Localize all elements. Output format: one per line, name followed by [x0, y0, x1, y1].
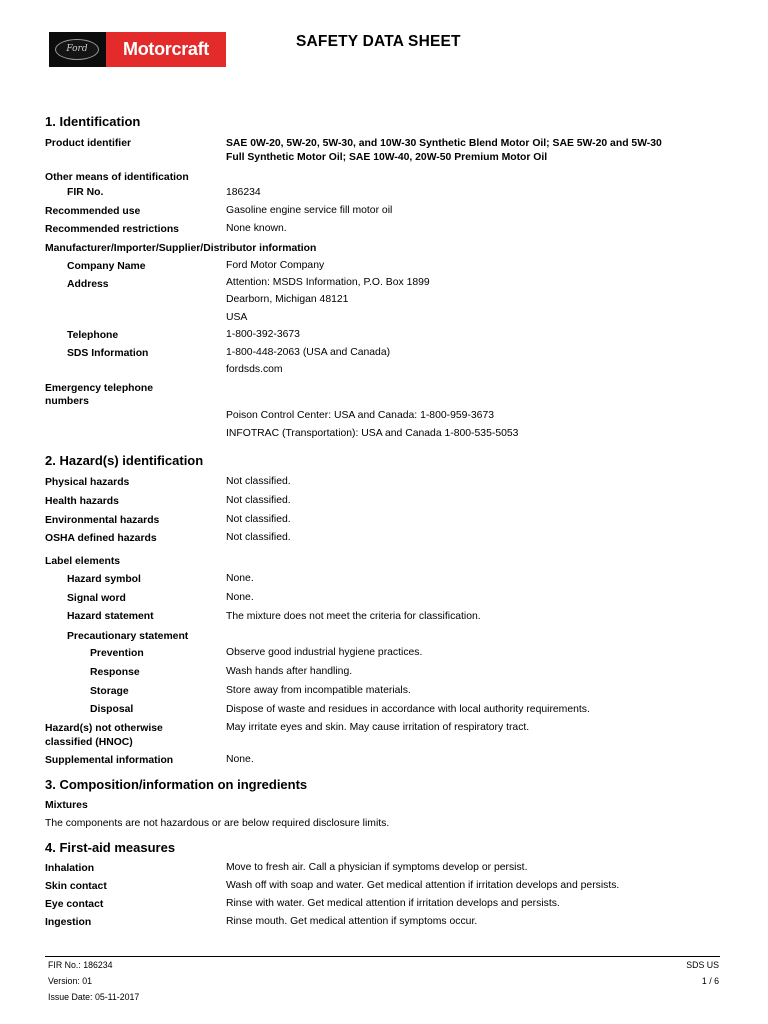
- physical-hazards-value: Not classified.: [226, 476, 291, 487]
- footer-version: Version: 01: [48, 976, 93, 986]
- environmental-hazards-value: Not classified.: [226, 514, 291, 525]
- signal-word-value: None.: [226, 592, 254, 603]
- osha-hazards-value: Not classified.: [226, 532, 291, 543]
- company-value: Ford Motor Company: [226, 260, 325, 271]
- section-3-heading: 3. Composition/information on ingredients: [45, 777, 308, 792]
- signal-word-label: Signal word: [67, 593, 126, 604]
- inhalation-label: Inhalation: [45, 863, 95, 874]
- supplemental-info-label: Supplemental information: [45, 755, 174, 766]
- hazard-statement-label: Hazard statement: [67, 611, 154, 622]
- document-title: SAFETY DATA SHEET: [296, 33, 461, 50]
- hazard-statement-value: The mixture does not meet the criteria for classification.: [226, 611, 481, 622]
- storage-label: Storage: [90, 686, 129, 697]
- disposal-label: Disposal: [90, 704, 134, 715]
- sds-info-line1: 1-800-448-2063 (USA and Canada): [226, 347, 391, 358]
- supplemental-info-value: None.: [226, 754, 254, 765]
- recommended-use-label: Recommended use: [45, 206, 141, 217]
- address-label: Address: [67, 279, 109, 290]
- motorcraft-logo: [49, 32, 226, 67]
- hazard-symbol-label: Hazard symbol: [67, 574, 141, 585]
- ford-oval-icon: Ford: [55, 39, 99, 60]
- hnoc-value: May irritate eyes and skin. May cause irritation of respiratory tract.: [226, 722, 530, 733]
- precautionary-statement-label: Precautionary statement: [67, 631, 189, 642]
- section-2-heading: 2. Hazard(s) identification: [45, 453, 204, 468]
- label-elements-label: Label elements: [45, 556, 121, 567]
- restrictions-label: Recommended restrictions: [45, 224, 179, 235]
- footer-fir: FIR No.: 186234: [48, 960, 113, 970]
- footer-divider: [45, 956, 720, 957]
- manufacturer-label: Manufacturer/Importer/Supplier/Distributor information: [45, 243, 317, 254]
- mixtures-label: Mixtures: [45, 800, 88, 811]
- telephone-value: 1-800-392-3673: [226, 329, 300, 340]
- telephone-label: Telephone: [67, 330, 119, 341]
- response-label: Response: [90, 667, 140, 678]
- emergency-label-line2: numbers: [45, 396, 89, 407]
- hazard-symbol-value: None.: [226, 573, 254, 584]
- health-hazards-label: Health hazards: [45, 496, 119, 507]
- eye-contact-label: Eye contact: [45, 899, 104, 910]
- address-line2: Dearborn, Michigan 48121: [226, 294, 349, 305]
- disposal-value: Dispose of waste and residues in accordance with local authority requirements.: [226, 704, 590, 715]
- recommended-use-value: Gasoline engine service fill motor oil: [226, 205, 393, 216]
- mixtures-text: The components are not hazardous or are below required disclosure limits.: [45, 818, 390, 829]
- footer-issue-date: Issue Date: 05-11-2017: [48, 992, 140, 1002]
- environmental-hazards-label: Environmental hazards: [45, 515, 160, 526]
- eye-contact-value: Rinse with water. Get medical attention if irritation develops and persists.: [226, 898, 560, 909]
- physical-hazards-label: Physical hazards: [45, 477, 130, 488]
- address-line1: Attention: MSDS Information, P.O. Box 1899: [226, 277, 430, 288]
- address-line3: USA: [226, 312, 248, 323]
- inhalation-value: Move to fresh air. Call a physician if symptoms develop or persist.: [226, 862, 528, 873]
- restrictions-value: None known.: [226, 223, 287, 234]
- osha-hazards-label: OSHA defined hazards: [45, 533, 157, 544]
- prevention-value: Observe good industrial hygiene practices.: [226, 647, 423, 658]
- product-identifier-label: Product identifier: [45, 138, 132, 149]
- motorcraft-wordmark: Motorcraft: [106, 32, 226, 67]
- company-label: Company Name: [67, 261, 146, 272]
- ingestion-value: Rinse mouth. Get medical attention if symptoms occur.: [226, 916, 478, 927]
- hnoc-label-line1: Hazard(s) not otherwise: [45, 723, 163, 734]
- response-value: Wash hands after handling.: [226, 666, 353, 677]
- fir-value: 186234: [226, 187, 261, 198]
- emergency-label-line1: Emergency telephone: [45, 383, 153, 394]
- emergency-line2: INFOTRAC (Transportation): USA and Canada 1-800-535-5053: [226, 428, 519, 439]
- health-hazards-value: Not classified.: [226, 495, 291, 506]
- prevention-label: Prevention: [90, 648, 144, 659]
- other-means-label: Other means of identification: [45, 172, 189, 183]
- ingestion-label: Ingestion: [45, 917, 92, 928]
- storage-value: Store away from incompatible materials.: [226, 685, 411, 696]
- footer-page-number: 1 / 6: [701, 976, 719, 986]
- product-identifier-line2: Full Synthetic Motor Oil; SAE 10W-40, 20W-50 Premium Motor Oil: [226, 152, 548, 163]
- sds-info-label: SDS Information: [67, 348, 149, 359]
- footer-sds-region: SDS US: [686, 960, 719, 970]
- skin-contact-value: Wash off with soap and water. Get medical attention if irritation develops and persists.: [226, 880, 620, 891]
- hnoc-label-line2: classified (HNOC): [45, 737, 133, 748]
- product-identifier-line1: SAE 0W-20, 5W-20, 5W-30, and 10W-30 Synthetic Blend Motor Oil; SAE 5W-20 and 5W-30: [226, 138, 662, 149]
- emergency-line1: Poison Control Center: USA and Canada: 1-800-959-3673: [226, 410, 495, 421]
- section-1-heading: 1. Identification: [45, 114, 141, 129]
- skin-contact-label: Skin contact: [45, 881, 107, 892]
- section-4-heading: 4. First-aid measures: [45, 840, 176, 855]
- fir-label: FIR No.: [67, 187, 104, 198]
- sds-info-line2: fordsds.com: [226, 364, 283, 375]
